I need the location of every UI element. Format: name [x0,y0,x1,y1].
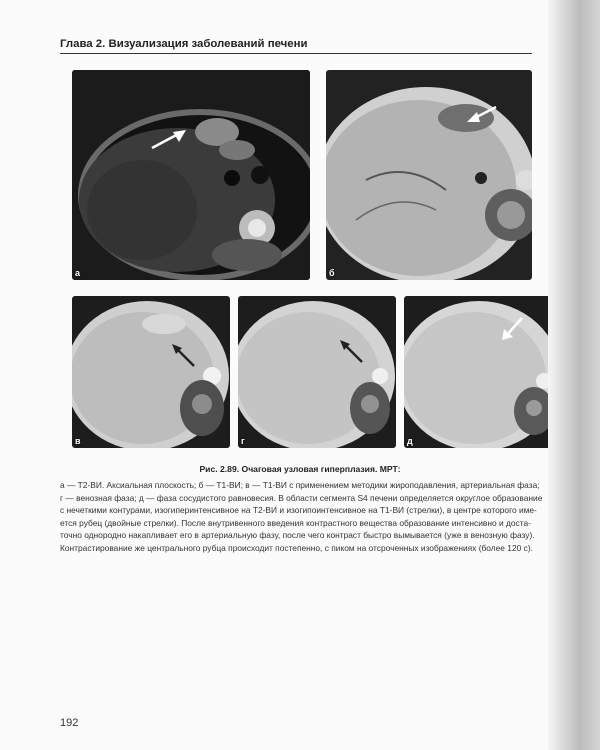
caption-line: а — Т2-ВИ. Аксиальная плоскость; б — Т1-ВИ; в — Т1-ВИ с применением методики жироподавления, артериальная фаза; [60,480,540,490]
mri-panel-b [326,70,532,280]
caption-line: Контрастирование же центрального рубца происходит постепенно, с пиком на отсроченных изображениях (более 120 с). [60,542,533,553]
caption-line: точно однородно накапливает его в артериальную фазу, после чего контраст быстро вымывается (уже в венозную фазу). [60,530,535,541]
panel-label: г [241,436,245,446]
book-gutter-shadow [548,0,600,750]
mri-image-t2 [72,70,310,280]
mri-panel-d [238,296,396,448]
caption-line: г — венозная фаза; д — фаза сосудистого равновесия. В области сегмента S4 печени определяется округлое образование [60,492,543,503]
mri-panel-a [72,70,310,280]
mri-image-arterial [72,296,230,448]
panel-label: д [407,436,413,446]
page-number: 192 [60,717,79,729]
mri-panel-c [72,296,230,448]
mri-panel-e [404,296,562,448]
figure-caption-body [60,479,542,555]
panel-label: б [329,268,335,278]
chapter-header: Глава 2. Визуализация заболеваний печени [60,38,532,54]
caption-line: ется рубец (двойные стрелки). После внутривенного введения контрастного вещества образование интенсивно и доста- [60,517,531,528]
figure-caption-title: Рис. 2.89. Очаговая узловая гиперплазия. МРТ: [199,464,401,474]
mri-image-equilibrium [404,296,562,448]
caption-line: с нечеткими контурами, изогиперинтенсивное на Т2-ВИ и изогипоинтенсивное на Т1-ВИ (стрелки), в центре которого име- [60,505,537,516]
panel-label: в [75,436,81,446]
mri-image-venous [238,296,396,448]
mri-image-t1 [326,70,532,280]
panel-label: а [75,268,81,278]
